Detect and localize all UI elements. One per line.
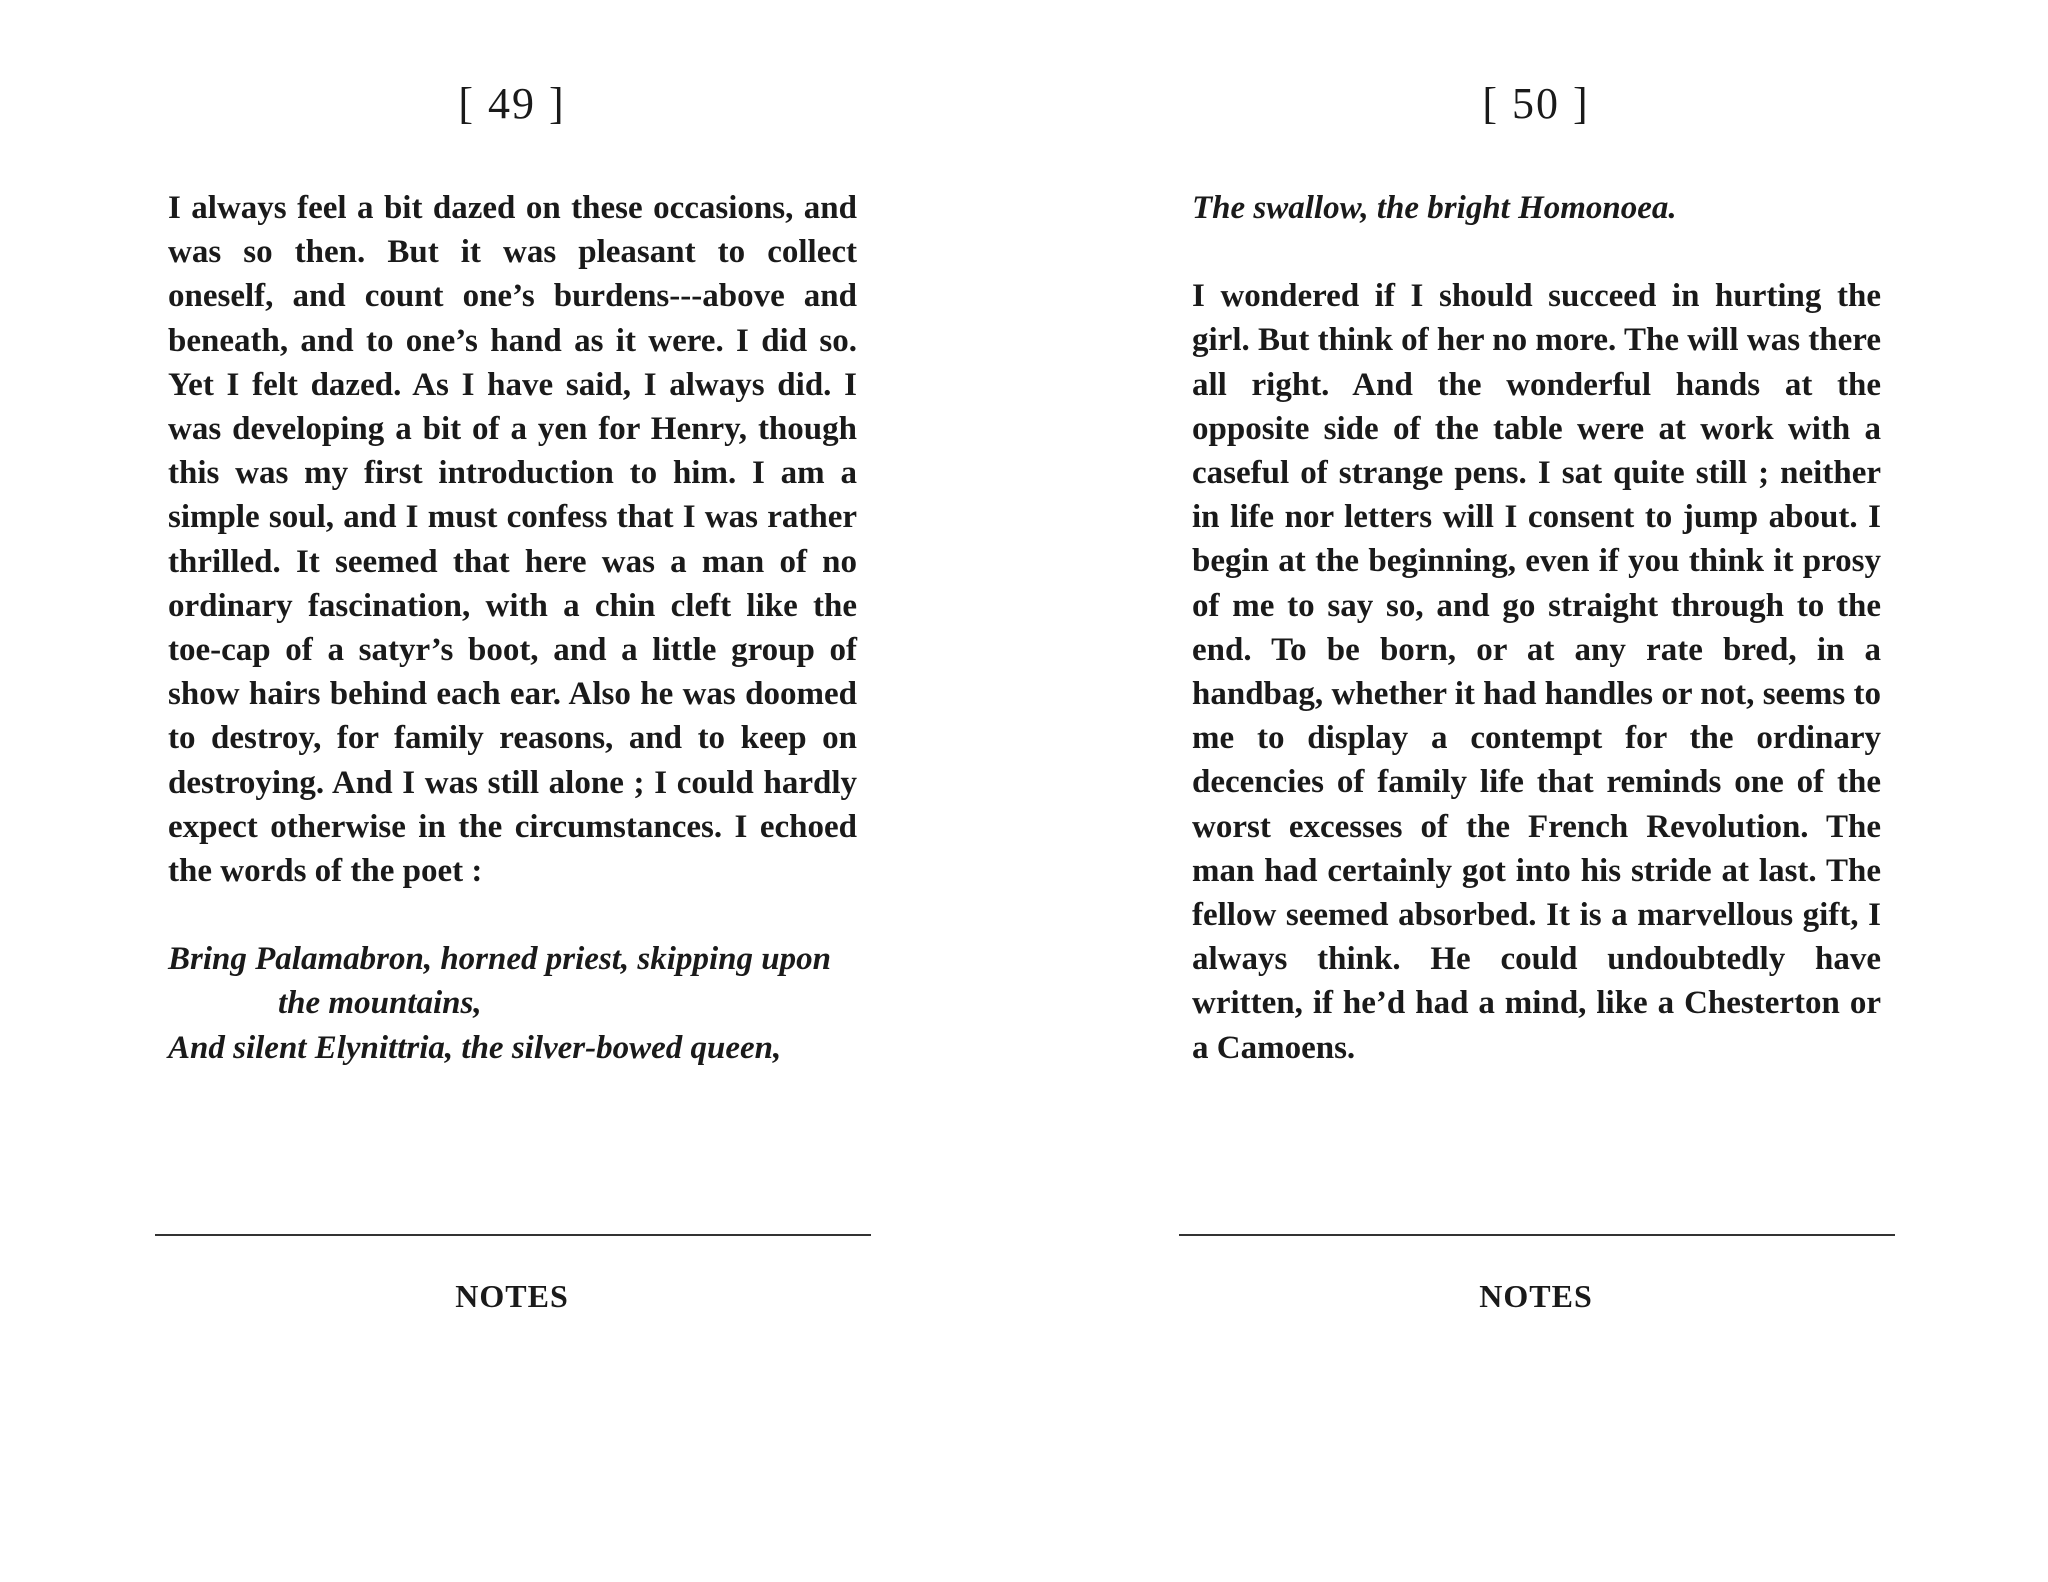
verse-line: And silent Elynittria, the silver-bowed queen, xyxy=(168,1029,782,1066)
notes-heading: NOTES xyxy=(1479,1278,1593,1314)
body-text xyxy=(1192,186,1881,1070)
notes-divider xyxy=(155,1234,871,1236)
right-page xyxy=(1024,0,2048,1582)
verse-line-continuation: the mountains, xyxy=(278,985,482,1022)
page-number: [ 49 ] xyxy=(458,79,566,128)
body-text xyxy=(168,186,857,1070)
verse-quote xyxy=(168,937,857,1070)
notes-heading: NOTES xyxy=(455,1278,569,1314)
paragraph: I always feel a bit dazed on these occasions, and was so then. But it was pleasant to collect oneself, and count one’s burdens---above and beneath, and to one’s hand as it were. I did so. Yet I felt dazed. As I have said, I always did. I was developing a bit of a yen for Henry, though this was my first introduction to him. I am a simple soul, and I must confess that I was rather thrilled. It seemed that here was a man of no ordinary fascination, with a chin cleft like the toe-cap of a satyr’s boot, and a little group of show hairs behind each ear. Also he was doomed to destroy, for family reasons, and to keep on destroying. And I was still alone ; I could hardly expect otherwise in the circumstances. I echoed the words of the poet : xyxy=(168,190,857,890)
notes-divider xyxy=(1179,1234,1895,1236)
page-number: [ 50 ] xyxy=(1482,79,1590,128)
paragraph: I wondered if I should succeed in hurting the girl. But think of her no more. The will was there all right. And the wonderful hands at the opposite side of the table were at work with a caseful of strange pens. I sat quite still ; neither in life nor letters will I consent to jump about. I begin at the beginning, even if you think it prosy of me to say so, and go straight through to the end. To be born, or at any rate bred, in a handbag, whether it had handles or not, seems to me to display a contempt for the ordinary decencies of family life that reminds one of the worst excesses of the French Revolution. The man had certainly got into his stride at last. The fellow seemed absorbed. It is a marvellous gift, I always think. He could undoubtedly have written, if he’d had a mind, like a Chesterton or a Camoens. xyxy=(1192,278,1881,1066)
verse-line: Bring Palamabron, horned priest, skipping upon xyxy=(168,941,831,978)
verse-line: The swallow, the bright Homonoea. xyxy=(1192,190,1677,226)
